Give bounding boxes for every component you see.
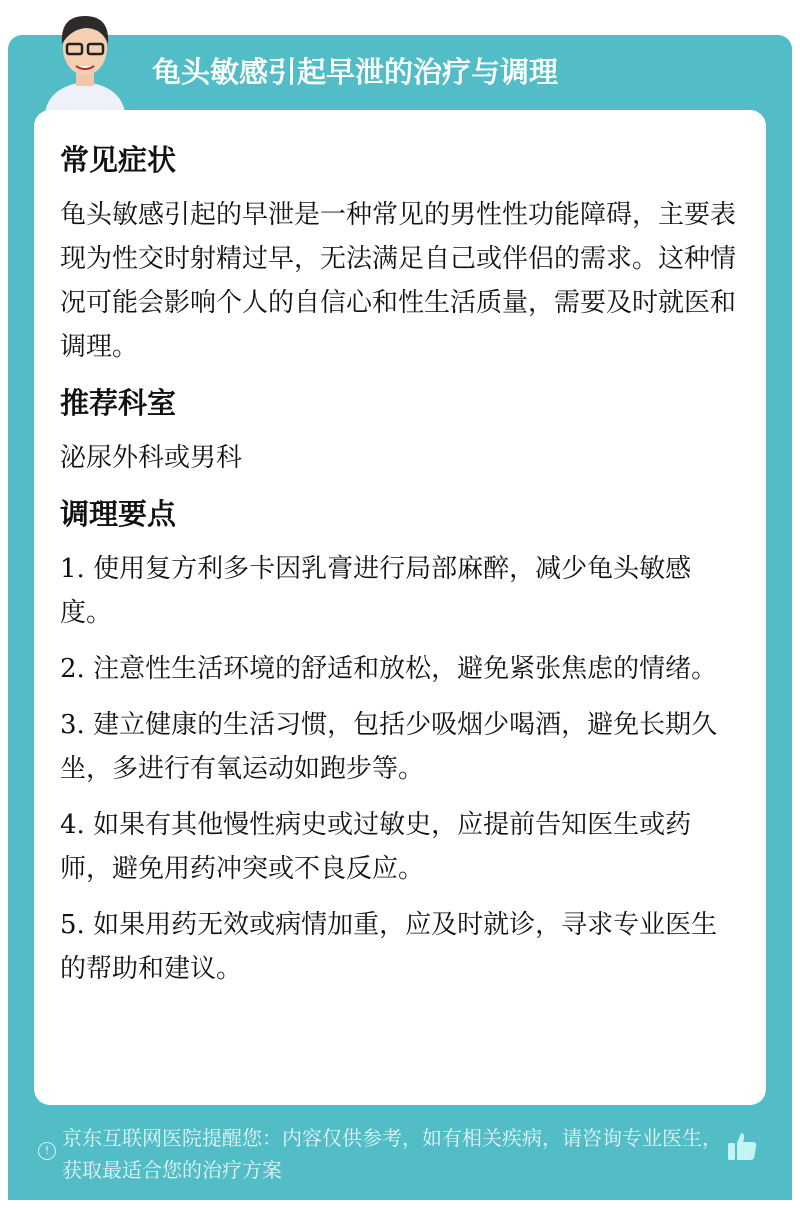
list-item: [60, 703, 740, 791]
section-heading-symptoms: 常见症状: [60, 143, 177, 177]
item-number: 2.: [60, 654, 85, 684]
section-heading-department: 推荐科室: [60, 386, 177, 420]
item-number: 4.: [60, 810, 85, 840]
page-title: 龟头敏感引起早泄的治疗与调理: [152, 55, 559, 89]
doctor-avatar-icon: [40, 8, 130, 112]
disclaimer-text: 京东互联网医院提醒您：内容仅供参考，如有相关疾病，请咨询专业医生，获取最适合您的治疗方案: [62, 1126, 722, 1182]
info-icon: !: [38, 1142, 56, 1160]
thumbs-up-icon[interactable]: [726, 1130, 758, 1162]
item-number: 3.: [60, 710, 85, 740]
list-item: [60, 803, 740, 891]
item-text: 如果用药无效或病情加重，应及时就诊，寻求专业医生的帮助和建议。: [60, 910, 718, 984]
section-heading-care-points: 调理要点: [60, 497, 177, 531]
list-item: [60, 547, 740, 635]
item-number: 5.: [60, 910, 85, 940]
item-number: 1.: [60, 554, 85, 584]
item-text: 如果有其他慢性病史或过敏史，应提前告知医生或药师，避免用药冲突或不良反应。: [60, 810, 692, 884]
list-item: [60, 903, 740, 991]
department-text: 泌尿外科或男科: [60, 443, 243, 473]
item-text: 使用复方利多卡因乳膏进行局部麻醉，减少龟头敏感度。: [60, 554, 692, 628]
list-item: [60, 647, 740, 691]
symptoms-text: 龟头敏感引起的早泄是一种常见的男性性功能障碍，主要表现为性交时射精过早，无法满足自己或伴侣的需求。这种情况可能会影响个人的自信心和性生活质量，需要及时就医和调理。: [60, 200, 737, 362]
item-text: 建立健康的生活习惯，包括少吸烟少喝酒，避免长期久坐，多进行有氧运动如跑步等。: [60, 710, 718, 784]
content-panel: [34, 110, 766, 1105]
item-text: 注意性生活环境的舒适和放松，避免紧张焦虑的情绪。: [84, 654, 718, 684]
